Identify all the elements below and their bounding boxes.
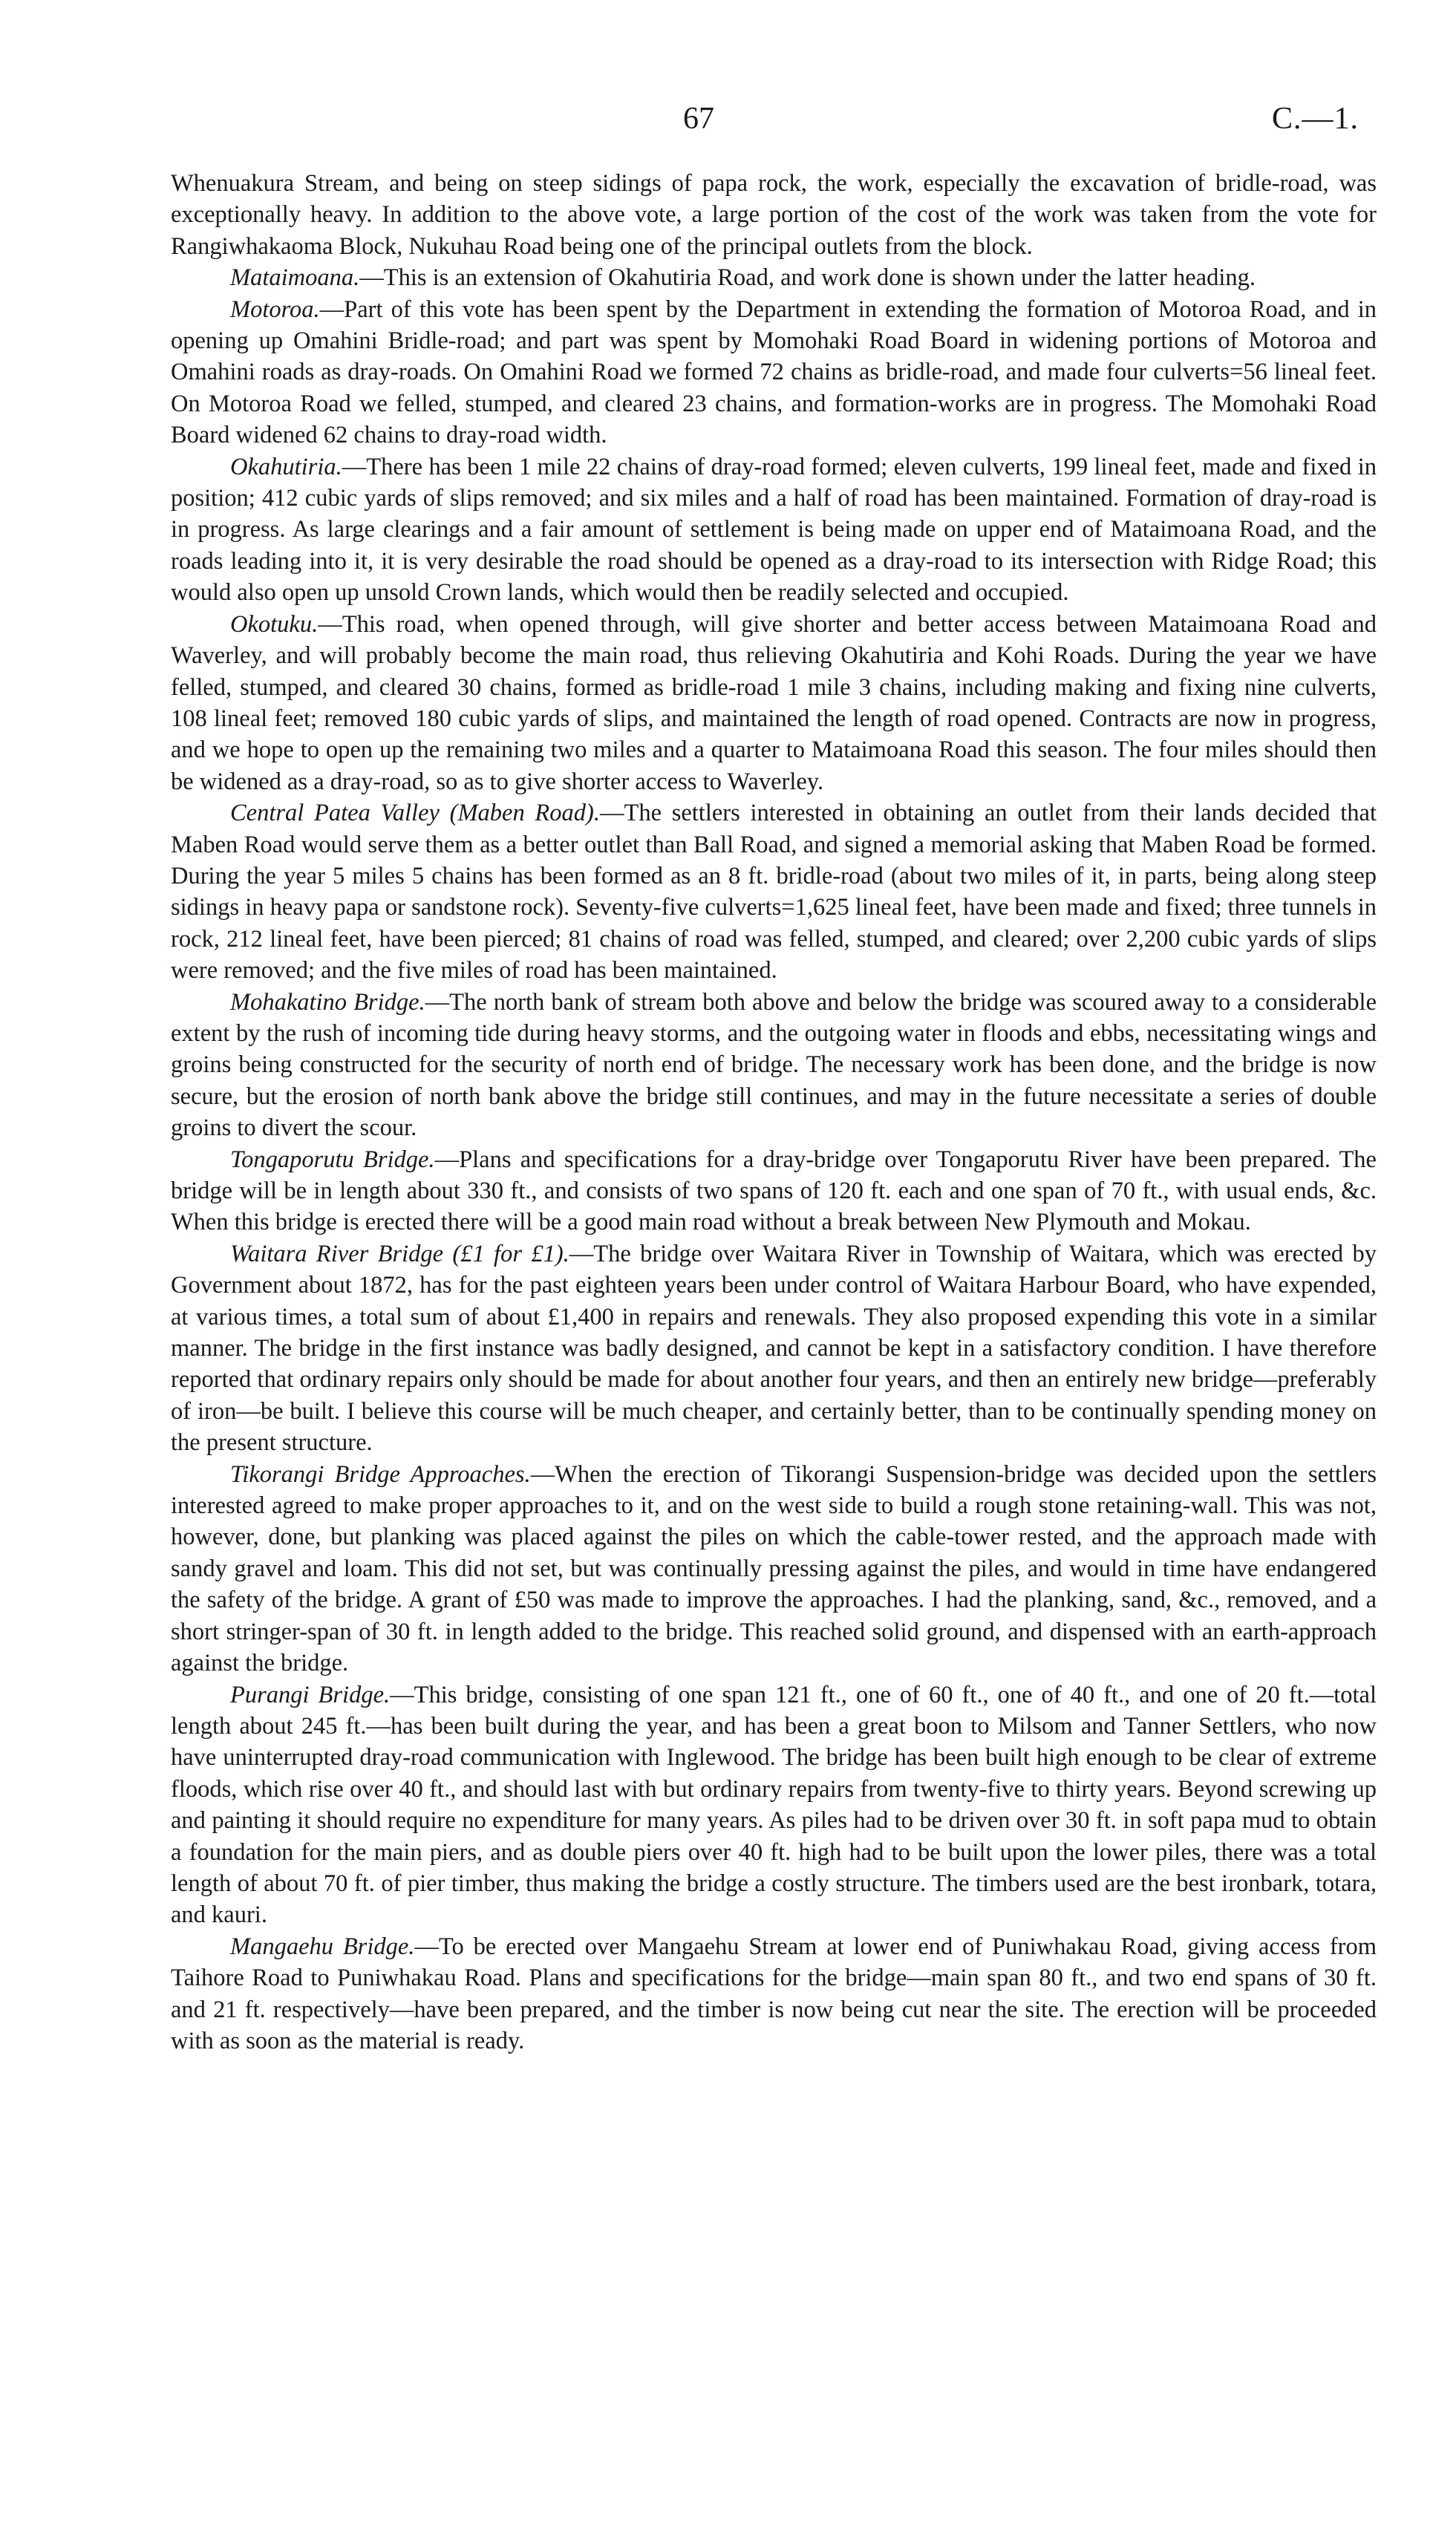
paragraph-heading: Okotuku. [230,610,319,638]
paragraph-text: —This bridge, consisting of one span 121 ft., one of 60 ft., one of 40 ft., and one of 20 ft.—total length about 245 ft.—has been built during the year, and has been a great boon to Milsom and Tanner Settlers, who now have uninterrupted dray-road communication with Inglewood. The bridge has been built high enough to be clear of extreme floods, which rise over 40 ft., and should last with but ordinary repairs from twenty-five to thirty years. Beyond screwing up and painting it should require no expenditure for many years. As piles had to be driven over 30 ft. in soft papa mud to obtain a foundation for the main piers, and as double piers over 40 ft. high had to be built upon the lower piles, there was a total length of about 70 ft. of pier timber, thus making the bridge a costly structure. The timbers used are the best ironbark, totara, and kauri. [171,1681,1377,1929]
paragraph-heading: Purangi Bridge. [230,1681,391,1708]
paragraph-continuation [171,168,1377,262]
paragraph-heading: Tikorangi Bridge Approaches. [230,1460,531,1488]
page-header [0,97,1456,141]
paragraph-heading: Waitara River Bridge (£1 for £1). [230,1240,569,1267]
paragraph-tongaporutu-bridge [171,1144,1377,1238]
paragraph-text: —To be erected over Mangaehu Stream at lower end of Puniwhakau Road, giving access from Taihore Road to Puniwhakau Road. Plans and specifications for the bridge—main span 80 ft., and two end spans of 30 ft. and 21 ft. respectively—have been prepared, and the timber is now being cut near the site. The erection will be proceeded with as soon as the material is ready. [171,1933,1377,2054]
paragraph-text: —Plans and specifications for a dray-bridge over Tongaporutu River have been prepared. The bridge will be in length about 330 ft., and consists of two spans of 120 ft. each and one span of 70 ft., with usual ends, &c. When this bridge is erected there will be a good main road without a break between New Plymouth and Mokau. [171,1146,1377,1236]
paragraph-heading: Mangaehu Bridge. [230,1933,415,1960]
paragraph-motoroa [171,294,1377,451]
document-reference: C.—1. [1272,102,1359,136]
paragraph-purangi-bridge [171,1679,1377,1931]
paragraph-heading: Central Patea Valley (Maben Road). [230,800,600,827]
paragraph-heading: Okahutiria. [230,453,342,480]
page-number: 67 [683,102,714,136]
paragraph-text: Whenuakura Stream, and being on steep sidings of papa rock, the work, especially the excavation of bridle-road, was exceptionally heavy. In addition to the above vote, a large portion of the cost of the work was taken from the vote for Rangiwhakaoma Block, Nukuhau Road being one of the principal outlets from the block. [171,170,1377,260]
paragraph-heading: Tongaporutu Bridge. [230,1146,435,1173]
paragraph-tikorangi-bridge-approaches [171,1459,1377,1679]
paragraph-text: —The north bank of stream both above and below the bridge was scoured away to a considerable extent by the rush of incoming tide during heavy storms, and the outgoing water in floods and ebbs, necessitating wings and groins being constructed for the security of north end of bridge. The necessary work has been done, and the bridge is now secure, but the erosion of north bank above the bridge still continues, and may in the future necessitate a series of double groins to divert the scour. [171,988,1377,1142]
paragraph-central-patea-valley [171,797,1377,986]
paragraph-okahutiria [171,451,1377,609]
paragraph-heading: Mataimoana. [230,264,360,292]
paragraph-okotuku [171,609,1377,797]
paragraph-text: —There has been 1 mile 22 chains of dray-road formed; eleven culverts, 199 lineal feet, made and fixed in position; 412 cubic yards of slips removed; and six miles and a half of road has been maintained. Formation of dray-road is in progress. As large clearings and a fair amount of settlement is being made on upper end of Mataimoana Road, and the roads leading into it, it is very desirable the road should be opened as a dray-road to its intersection with Ridge Road; this would also open up unsold Crown lands, which would then be readily selected and occupied. [171,453,1377,607]
paragraph-text: —The bridge over Waitara River in Township of Waitara, which was erected by Government about 1872, has for the past eighteen years been under control of Waitara Harbour Board, who have expended, at various times, a total sum of about £1,400 in repairs and renewals. They also proposed expending this vote in a similar manner. The bridge in the first instance was badly designed, and cannot be kept in a satisfactory condition. I have therefore reported that ordinary repairs only should be made for about another four years, and then an entirely new bridge—preferably of iron—be built. I believe this course will be much cheaper, and certainly better, than to be continually spending money on the present structure. [171,1240,1377,1457]
paragraph-heading: Motoroa. [230,295,320,323]
paragraph-text: —When the erection of Tikorangi Suspension-bridge was decided upon the settlers interested agreed to make proper approaches to it, and on the west side to build a rough stone retaining-wall. This was not, however, done, but planking was placed against the piles on which the cable-tower rested, and the approach made with sandy gravel and loam. This did not set, but was continually pressing against the piles, and would in time have endangered the safety of the bridge. A grant of £50 was made to improve the approaches. I had the planking, sand, &c., removed, and a short stringer-span of 30 ft. in length added to the bridge. This reached solid ground, and dispensed with an earth-approach against the bridge. [171,1460,1377,1677]
paragraph-heading: Mohakatino Bridge. [230,988,425,1016]
paragraph-text: —This road, when opened through, will give shorter and better access between Mataimoana Road and Waverley, and will probably become the main road, thus relieving Okahutiria and Kohi Roads. During the year we have felled, stumped, and cleared 30 chains, formed as bridle-road 1 mile 3 chains, including making and fixing nine culverts, 108 lineal feet; removed 180 cubic yards of slips, and maintained the length of road opened. Contracts are now in progress, and we hope to open up the remaining two miles and a quarter to Mataimoana Road this season. The four miles should then be widened as a dray-road, so as to give shorter access to Waverley. [171,610,1377,795]
paragraph-text: —The settlers interested in obtaining an outlet from their lands decided that Maben Road would serve them as a better outlet than Ball Road, and signed a memorial asking that Maben Road be formed. During the year 5 miles 5 chains has been formed as an 8 ft. bridle-road (about two miles of it, in parts, being along steep sidings in heavy papa or sandstone rock). Seventy-five culverts=1,625 lineal feet, have been made and fixed; three tunnels in rock, 212 lineal feet, have been pierced; 81 chains of road was felled, stumped, and cleared; over 2,200 cubic yards of slips were removed; and the five miles of road has been maintained. [171,800,1377,984]
paragraph-mataimoana [171,262,1377,293]
body-text [171,168,1377,2057]
paragraph-text: —This is an extension of Okahutiria Road, and work done is shown under the latter heading. [359,264,1256,292]
paragraph-mangaehu-bridge [171,1931,1377,2057]
paragraph-text: —Part of this vote has been spent by the Department in extending the formation of Motoroa Road, and in opening up Omahini Bridle-road; and part was spent by Momohaki Road Board in widening portions of Motoroa and Omahini roads as dray-roads. On Omahini Road we formed 72 chains as bridle-road, and made four culverts=56 lineal feet. On Motoroa Road we felled, stumped, and cleared 23 chains, and formation-works are in progress. The Momohaki Road Board widened 62 chains to dray-road width. [171,295,1377,449]
paragraph-mohakatino-bridge [171,987,1377,1144]
paragraph-waitara-river-bridge [171,1238,1377,1459]
